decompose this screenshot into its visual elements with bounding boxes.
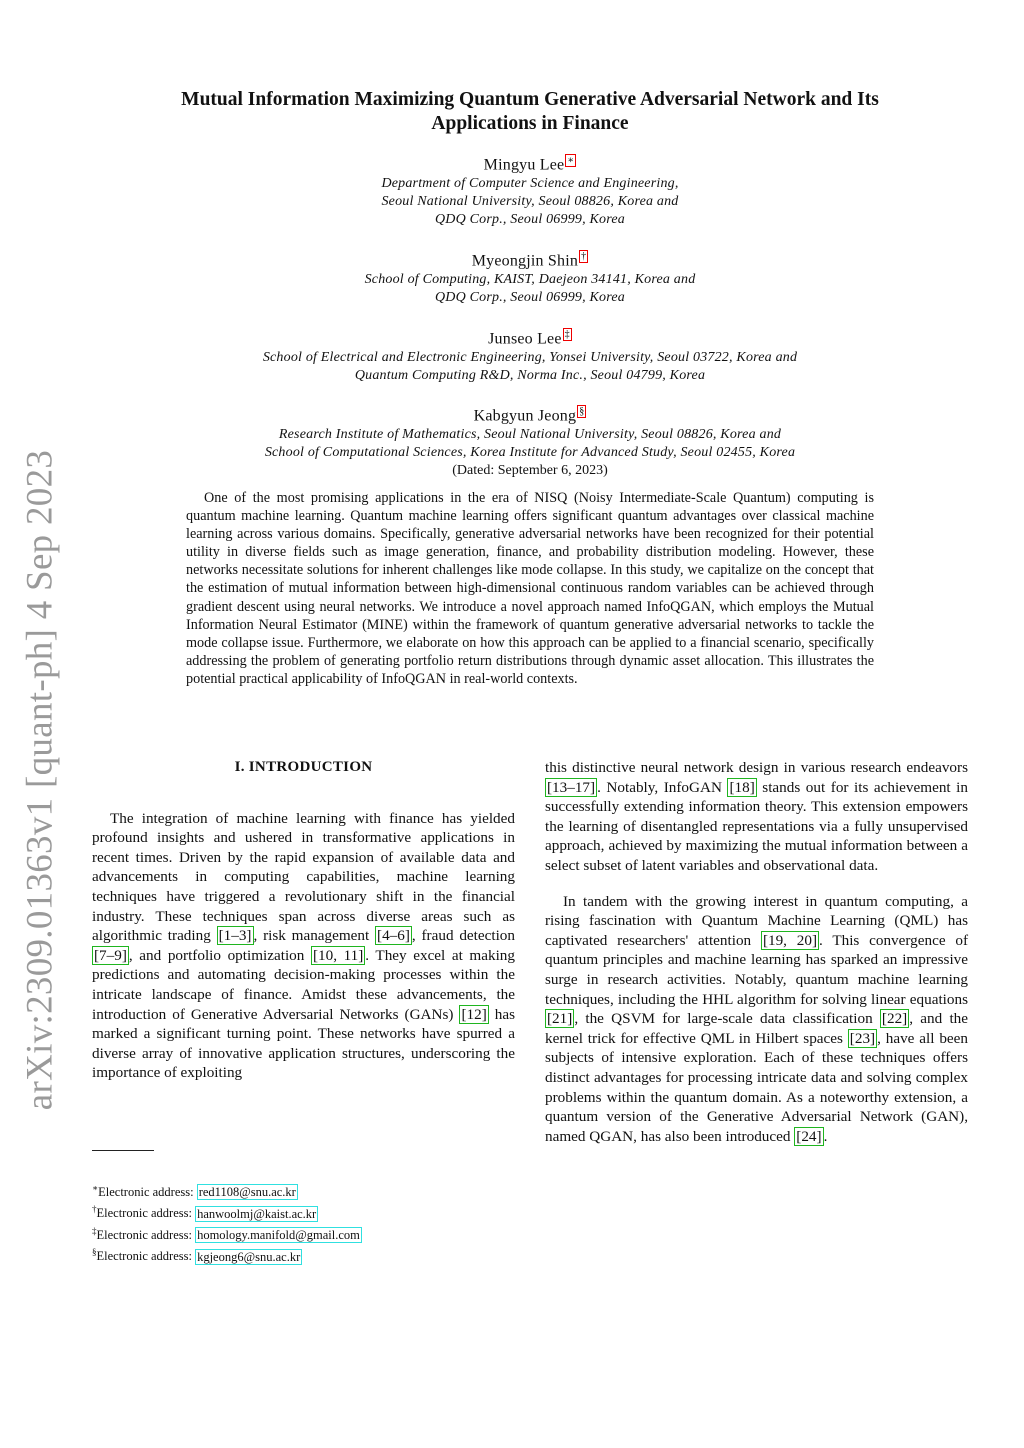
date-line: (Dated: September 6, 2023) [452, 463, 608, 479]
citation-link[interactable]: [13–17] [547, 778, 596, 796]
author-block-4 [140, 407, 920, 480]
footnote-link[interactable]: † [581, 251, 587, 262]
affiliation-line: School of Electrical and Electronic Engineering, Yonsei University, Seoul 03722, Korea and [262, 350, 798, 366]
author-name: Kabgyun Jeong § [473, 406, 585, 425]
citation-link[interactable]: [21] [547, 1010, 573, 1028]
citation-link[interactable]: [10, 11] [312, 946, 364, 964]
footnote-item: †Electronic address: hanwoolmj@kaist.ac.kr [92, 1204, 317, 1221]
footnote-item: ‡Electronic address: homology.manifold@gmail.com [92, 1225, 360, 1243]
abstract [186, 489, 874, 688]
citation-link[interactable]: [23] [849, 1029, 876, 1047]
affiliation-line: Research Institute of Mathematics, Seoul National University, Seoul 08826, Korea and [278, 427, 782, 443]
arxiv-identifier-stamp [10, 449, 70, 1111]
author-name: Junseo Lee ‡ [488, 329, 570, 348]
footnote-item: §Electronic address: kgjeong6@snu.ac.kr [92, 1247, 301, 1264]
affiliation-line: Quantum Computing R&D, Norma Inc., Seoul 04799, Korea [354, 368, 706, 384]
citation-link[interactable]: [12] [461, 1005, 487, 1023]
footnote-item: ∗Electronic address: red1108@snu.ac.kr [92, 1183, 296, 1200]
paper-title [95, 88, 965, 136]
footnote-link[interactable]: § [579, 406, 585, 417]
footnote-link[interactable]: ∗ [567, 155, 575, 166]
title-line-1: Mutual Information Maximizing Quantum Generative Adversarial Network and Its [181, 89, 879, 110]
affiliation-line: Department of Computer Science and Engineering, [381, 176, 679, 192]
email-link[interactable]: kgjeong6@snu.ac.kr [197, 1249, 301, 1264]
citation-link[interactable]: [4–6] [377, 927, 410, 945]
citation-link[interactable]: [18] [729, 778, 755, 796]
intro-paragraph-1-cont: this distinctive neural network design in various research endeavors [13–17] . Notably, InfoGAN [18] stands out for its achievement in successfully extending information theory. This extension empowers the learning of disentangled representations via a fully unsupervised approach, achieved by maximizing the mutual information between a select subset of latent variables and observational data. [545, 759, 968, 874]
affiliation-line: School of Computing, KAIST, Daejeon 34141, Korea and [364, 272, 696, 288]
citation-link[interactable]: [24] [796, 1127, 822, 1145]
citation-link[interactable]: [1–3] [218, 927, 252, 945]
abstract-text: One of the most promising applications in the era of NISQ (Noisy Intermediate-Scale Quantum) computing is quantum machine learning. Quantum machine learning offers significant quantum advantages over classical machine learning across various domains. Specifically, generative adversarial networks have been recognized for their potential utility in diverse fields such as image generation, finance, and probability distribution modeling. However, these networks necessitate solutions for inherent challenges like mode collapse. In this study, we capitalize on the concept that the estimation of mutual information between high-dimensional continuous random variables can be achieved through gradient descent using neural networks. We introduce a novel approach named InfoQGAN, which employs the Mutual Information Neural Estimator (MINE) within the framework of quantum generative adversarial networks to tackle the mode collapse issue. Furthermore, we elaborate on how this approach can be applied to a financial scenario, specifically addressing the problem of generating portfolio return distributions through dynamic asset allocation. This illustrates the potential practical applicability of InfoQGAN in real-world contexts. [186, 490, 874, 687]
affiliation-line: School of Computational Sciences, Korea Institute for Advanced Study, Seoul 02455, Korea [264, 445, 796, 461]
author-name: Mingyu Lee ∗ [483, 155, 575, 174]
footnote-rule [92, 1150, 154, 1151]
footnote-link[interactable]: ‡ [564, 329, 570, 340]
email-link[interactable]: hanwoolmj@kaist.ac.kr [197, 1206, 317, 1221]
intro-paragraph-2: In tandem with the growing interest in quantum computing, a rising fascination with Quantum Machine Learning (QML) has captivated researchers' attention [19, 20] . This convergence of quantum principles and machine learning has sparked an impressive surge in research activities. Notably, quantum machine learning techniques, including the HHL algorithm for solving linear equations [21] , the QSVM for large-scale data classification [22] , and the kernel trick for effective QML in Hilbert spaces [23] , have all been subjects of intensive exploration. Each of these techniques offers distinct advantages for processing intricate data and solving complex problems within the quantum domain. As a noteworthy extension, a quantum version of the Generative Adversarial Network (GAN), named QGAN, has also been introduced [24] . [545, 892, 969, 1145]
author-block-2 [140, 252, 920, 307]
citation-link[interactable]: [19, 20] [762, 931, 818, 949]
footnotes [92, 1180, 362, 1266]
email-link[interactable]: red1108@snu.ac.kr [198, 1185, 296, 1200]
author-block-1 [140, 156, 920, 229]
left-column [92, 758, 515, 1083]
intro-paragraph-1: The integration of machine learning with finance has yielded profound insights and ushered in transformative applications in recent times. Driven by the rapid expansion of available data and advancements in computing capabilities, machine learning techniques have triggered a revolutionary shift in the financial industry. These techniques span across diverse areas such as algorithmic trading [1–3] , risk management [4–6] , fraud detection [7–9] , and portfolio optimization [10, 11] . They excel at making predictions and automating decision-making processes within the intricate landscape of finance. Amidst these advancements, the introduction of Generative Adversarial Networks (GANs) [12] has marked a significant turning point. These networks have spurred a diverse array of innovative application structures, underscoring the importance of exploiting [92, 809, 516, 1082]
section-heading: I. INTRODUCTION [234, 759, 373, 775]
citation-link[interactable]: [7–9] [94, 946, 127, 964]
affiliation-line: QDQ Corp., Seoul 06999, Korea [434, 290, 625, 306]
right-column [545, 758, 968, 1146]
citation-link[interactable]: [22] [881, 1010, 908, 1028]
author-block-3 [140, 330, 920, 385]
author-name: Myeongjin Shin † [471, 251, 587, 270]
arxiv-id: arXiv:2309.01363v1 [quant-ph] 4 Sep 2023 [19, 449, 61, 1111]
email-link[interactable]: homology.manifold@gmail.com [197, 1228, 360, 1243]
affiliation-line: Seoul National University, Seoul 08826, Korea and [381, 194, 679, 210]
affiliation-line: QDQ Corp., Seoul 06999, Korea [434, 212, 625, 228]
title-line-2: Applications in Finance [431, 113, 629, 134]
